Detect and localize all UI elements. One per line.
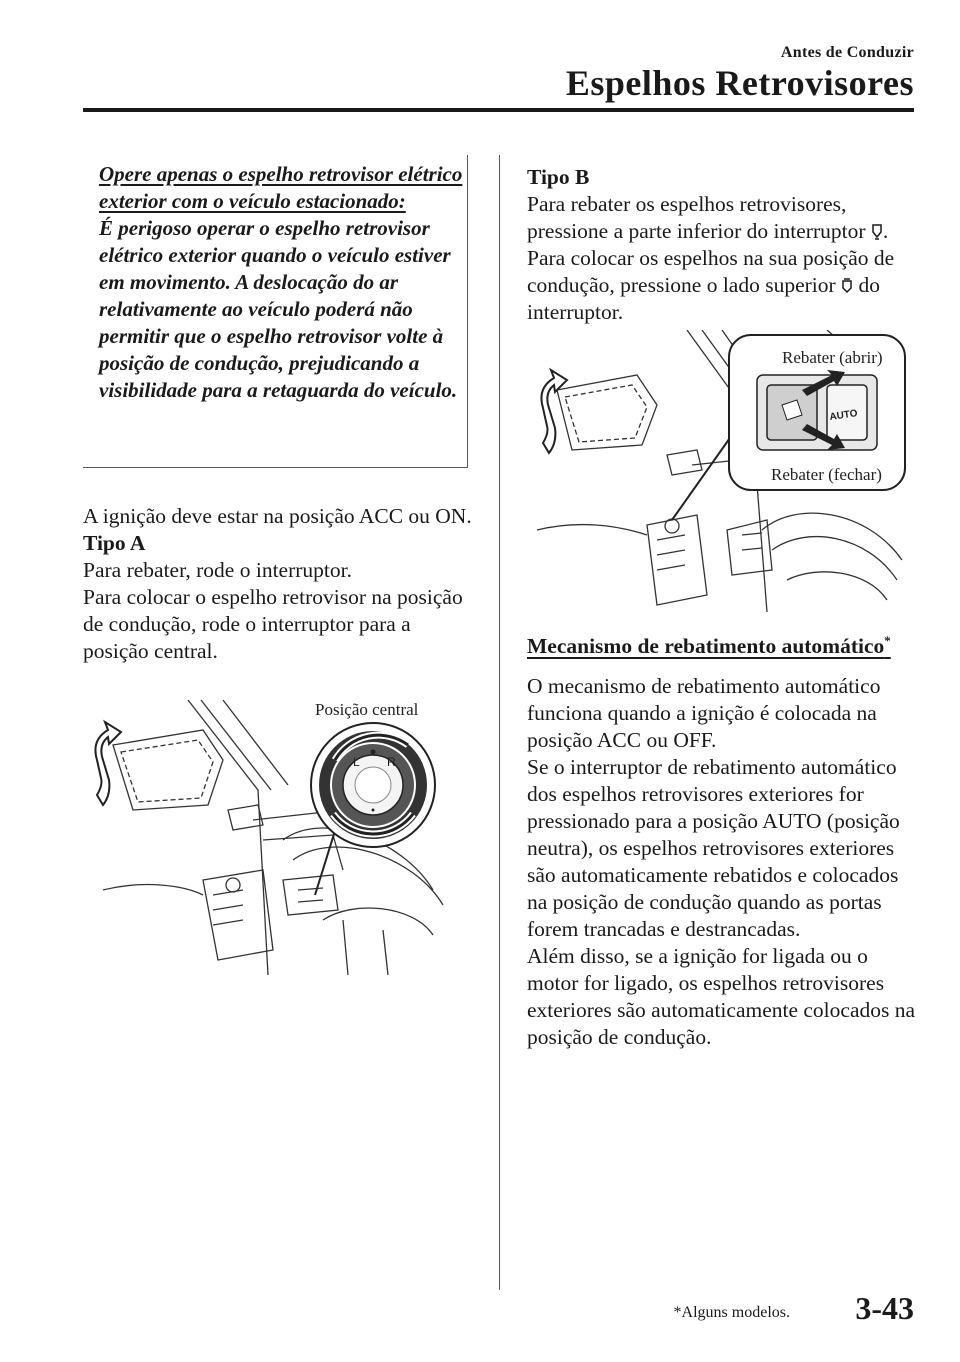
position-center-label: Posição central (315, 700, 419, 719)
footnote: *Alguns modelos. (673, 1304, 790, 1321)
header-rule (83, 108, 914, 112)
left-text (83, 503, 473, 665)
warning-text (99, 161, 464, 404)
type-b-text (527, 164, 927, 326)
type-b-part3: do interruptor. (527, 273, 880, 324)
mirror-unfold-icon (841, 278, 853, 294)
type-a-line2: Para colocar o espelho retrovisor na posição de condução, rode o interruptor para a posição central. (83, 585, 463, 663)
warning-body: É perigoso operar o espelho retrovisor elétrico exterior quando o veículo estiver em movimento. A deslocação do ar relativamente ao veículo poderá não permitir que o espelho retrovisor volte à posição de condução, prejudicando a visibilidade para a retaguarda do veículo. (99, 216, 458, 402)
column-divider (499, 155, 500, 1290)
auto-paragraph-2: Se o interruptor de rebatimento automático dos espelhos retrovisores exteriores for pressionado para a posição AUTO (posição neutra), os espelhos retrovisores exteriores são automaticamente rebatidos e colocados na posição de condução quando as portas forem trancadas e destrancadas. (527, 755, 900, 941)
auto-section-text (527, 673, 922, 1051)
auto-switch-text: AUTO (828, 408, 859, 423)
mirror-fold-icon (871, 224, 883, 240)
page-number: 3-43 (855, 1290, 914, 1326)
type-b-part2: . Para colocar os espelhos na sua posição de condução, pressione o lado superior (527, 219, 895, 297)
warning-title: Opere apenas o espelho retrovisor elétrico exterior com o veículo estacionado: (99, 162, 463, 213)
type-b-title: Tipo B (527, 165, 590, 189)
figure-type-a (83, 690, 478, 975)
page-title: Espelhos Retrovisores (565, 63, 914, 103)
ignition-text: A ignição deve estar na posição ACC ou ON. (83, 504, 472, 528)
auto-section-title (527, 633, 891, 659)
type-a-title: Tipo A (83, 531, 146, 555)
figure-type-b (527, 330, 912, 612)
type-b-part1: Para rebater os espelhos retrovisores, pressione a parte inferior do interruptor (527, 192, 866, 243)
fold-open-label: Rebater (abrir) (782, 348, 883, 367)
auto-title: Mecanismo de rebatimento automático (527, 634, 885, 659)
type-a-line1: Para rebater, rode o interruptor. (83, 558, 352, 582)
auto-title-mark: * (884, 633, 891, 648)
knob-left-label: L (353, 755, 360, 769)
type-b-instructions (527, 191, 927, 326)
auto-paragraph-1: O mecanismo de rebatimento automático funciona quando a ignição é colocada na posição ACC ou OFF. (527, 674, 881, 752)
fold-close-label: Rebater (fechar) (771, 465, 882, 484)
header-section: Antes de Conduzir (780, 44, 914, 61)
auto-paragraph-3: Além disso, se a ignição for ligada ou o motor for ligado, os espelhos retrovisores exteriores são automaticamente colocados na posição de condução. (527, 944, 916, 1049)
knob-right-label: R (387, 755, 396, 769)
